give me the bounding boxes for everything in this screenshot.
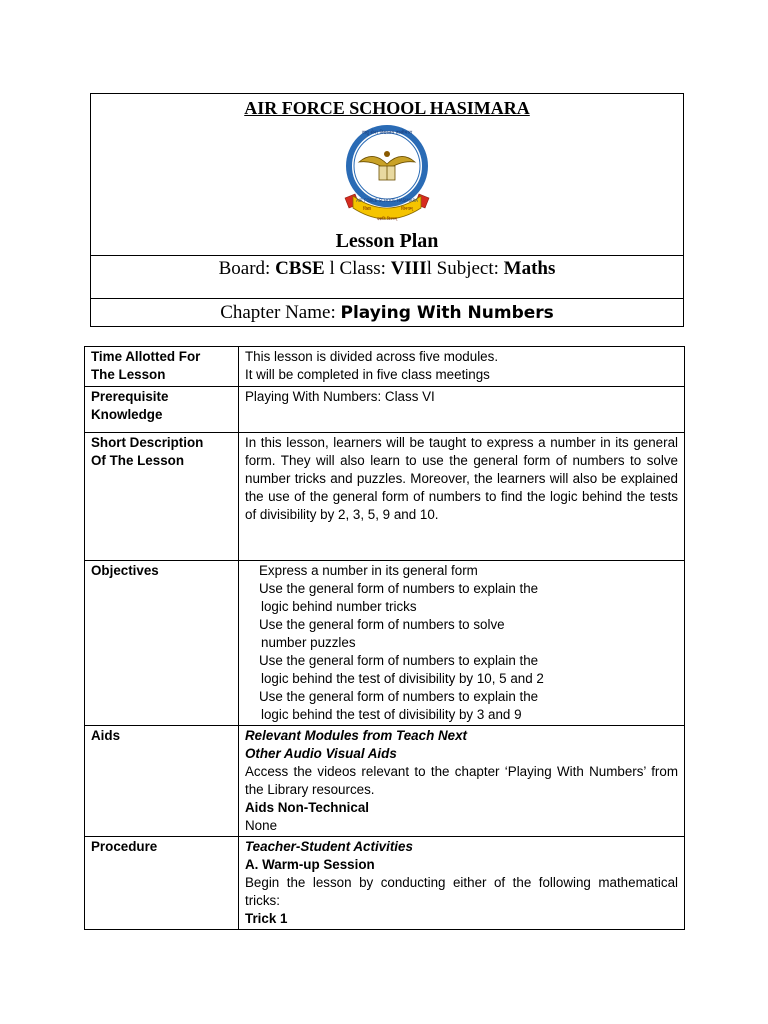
logo-ribbon-left: विद्या <box>363 207 371 212</box>
aids-value <box>239 726 685 837</box>
description-label <box>85 433 239 561</box>
school-logo <box>337 124 437 236</box>
objective-text: Use the general form of numbers to explain the <box>259 689 539 704</box>
aids-label: Aids <box>85 726 239 837</box>
prereq-label-line-1: Prerequisite <box>91 389 169 404</box>
header-box <box>90 93 684 327</box>
aids-text: Access the videos relevant to the chapter ‘Playing With Numbers’ from the Library resources. <box>245 764 678 797</box>
separator-1: l <box>324 258 340 279</box>
logo-ribbon-bottom: ददाति विनयम् <box>376 216 398 221</box>
table-row-description <box>85 433 685 561</box>
objectives-label: Objectives <box>85 561 239 726</box>
table-row-aids <box>85 726 685 837</box>
table-row-time <box>85 347 685 387</box>
aids-heading-teach-next: Relevant Modules from Teach Next <box>245 728 467 743</box>
objective-text: Express a number in its general form <box>259 563 478 578</box>
time-label-line-2: The Lesson <box>91 367 166 382</box>
objectives-value <box>239 561 685 726</box>
aids-none: None <box>245 818 278 833</box>
table-row-prereq <box>85 387 685 433</box>
procedure-label: Procedure <box>85 837 239 930</box>
objective-text: Use the general form of numbers to explain the <box>259 581 539 596</box>
procedure-value <box>239 837 685 930</box>
time-value-line-1: This lesson is divided across five modules. <box>245 349 499 364</box>
time-label <box>85 347 239 387</box>
class-label: Class: <box>339 258 391 279</box>
board-value: CBSE <box>275 258 325 279</box>
separator-2: l <box>426 258 437 279</box>
procedure-trick: Trick 1 <box>245 911 288 926</box>
logo-ribbon-right: विनयम् <box>401 207 413 212</box>
objective-text: Use the general form of numbers to explain the <box>259 653 539 668</box>
prereq-value: Playing With Numbers: Class VI <box>239 387 685 433</box>
objective-text-cont: logic behind the test of divisibility by 10, 5 and 2 <box>261 671 544 686</box>
objective-item <box>245 688 678 706</box>
time-label-line-1: Time Allotted For <box>91 349 201 364</box>
objective-item <box>245 652 678 670</box>
class-value: VIII <box>390 258 427 279</box>
prereq-label-line-2: Knowledge <box>91 407 163 422</box>
chapter-line <box>91 302 683 324</box>
objective-item <box>245 580 678 598</box>
header-divider-1 <box>91 255 683 256</box>
chapter-label: Chapter Name: <box>220 302 341 323</box>
description-label-line-2: Of The Lesson <box>91 453 185 468</box>
aids-heading-non-technical: Aids Non-Technical <box>245 800 370 815</box>
subject-label: Subject: <box>436 258 504 279</box>
prereq-label <box>85 387 239 433</box>
board-label: Board: <box>218 258 276 279</box>
bullet-box-icon <box>245 580 259 598</box>
procedure-heading: Teacher-Student Activities <box>245 839 413 854</box>
objective-text-cont: logic behind number tricks <box>261 599 417 614</box>
procedure-subheading: A. Warm-up Session <box>245 857 375 872</box>
board-line <box>91 258 683 280</box>
table-row-objectives <box>85 561 685 726</box>
time-value-line-2: It will be completed in five class meetings <box>245 367 490 382</box>
objective-text-cont: number puzzles <box>261 635 356 650</box>
objective-text-cont: logic behind the test of divisibility by 3 and 9 <box>261 707 522 722</box>
logo-bottom-text: AIR FORCE SCHOOL HASIMARA <box>356 198 418 203</box>
procedure-text: Begin the lesson by conducting either of the following mathematical tricks: <box>245 875 678 908</box>
logo-top-text: वायु सेना विद्यालय हासीमारा <box>361 130 413 136</box>
time-value <box>239 347 685 387</box>
bullet-box-icon <box>245 562 259 580</box>
description-value: In this lesson, learners will be taught to express a number in its general form. They will also learn to use the general form of numbers to solve number tricks and puzzles. Moreover, the learners will also be explained the use of the general form of numbers to find the logic behind the tests of divisibility by 2, 3, 5, 9 and 10. <box>239 433 685 561</box>
lesson-plan-table <box>84 346 685 930</box>
subject-value: Maths <box>503 258 556 279</box>
bullet-box-icon <box>245 652 259 670</box>
objective-item <box>245 562 678 580</box>
bullet-box-icon <box>245 688 259 706</box>
bullet-box-icon <box>245 616 259 634</box>
objective-text: Use the general form of numbers to solve <box>259 617 505 632</box>
school-name: AIR FORCE SCHOOL HASIMARA <box>244 98 530 118</box>
description-label-line-1: Short Description <box>91 435 204 450</box>
aids-heading-audio-visual: Other Audio Visual Aids <box>245 746 397 761</box>
header-divider-2 <box>91 298 683 299</box>
chapter-value: Playing With Numbers <box>340 303 554 323</box>
table-row-procedure <box>85 837 685 930</box>
lesson-plan-title: Lesson Plan <box>335 230 439 252</box>
objective-item <box>245 616 678 634</box>
